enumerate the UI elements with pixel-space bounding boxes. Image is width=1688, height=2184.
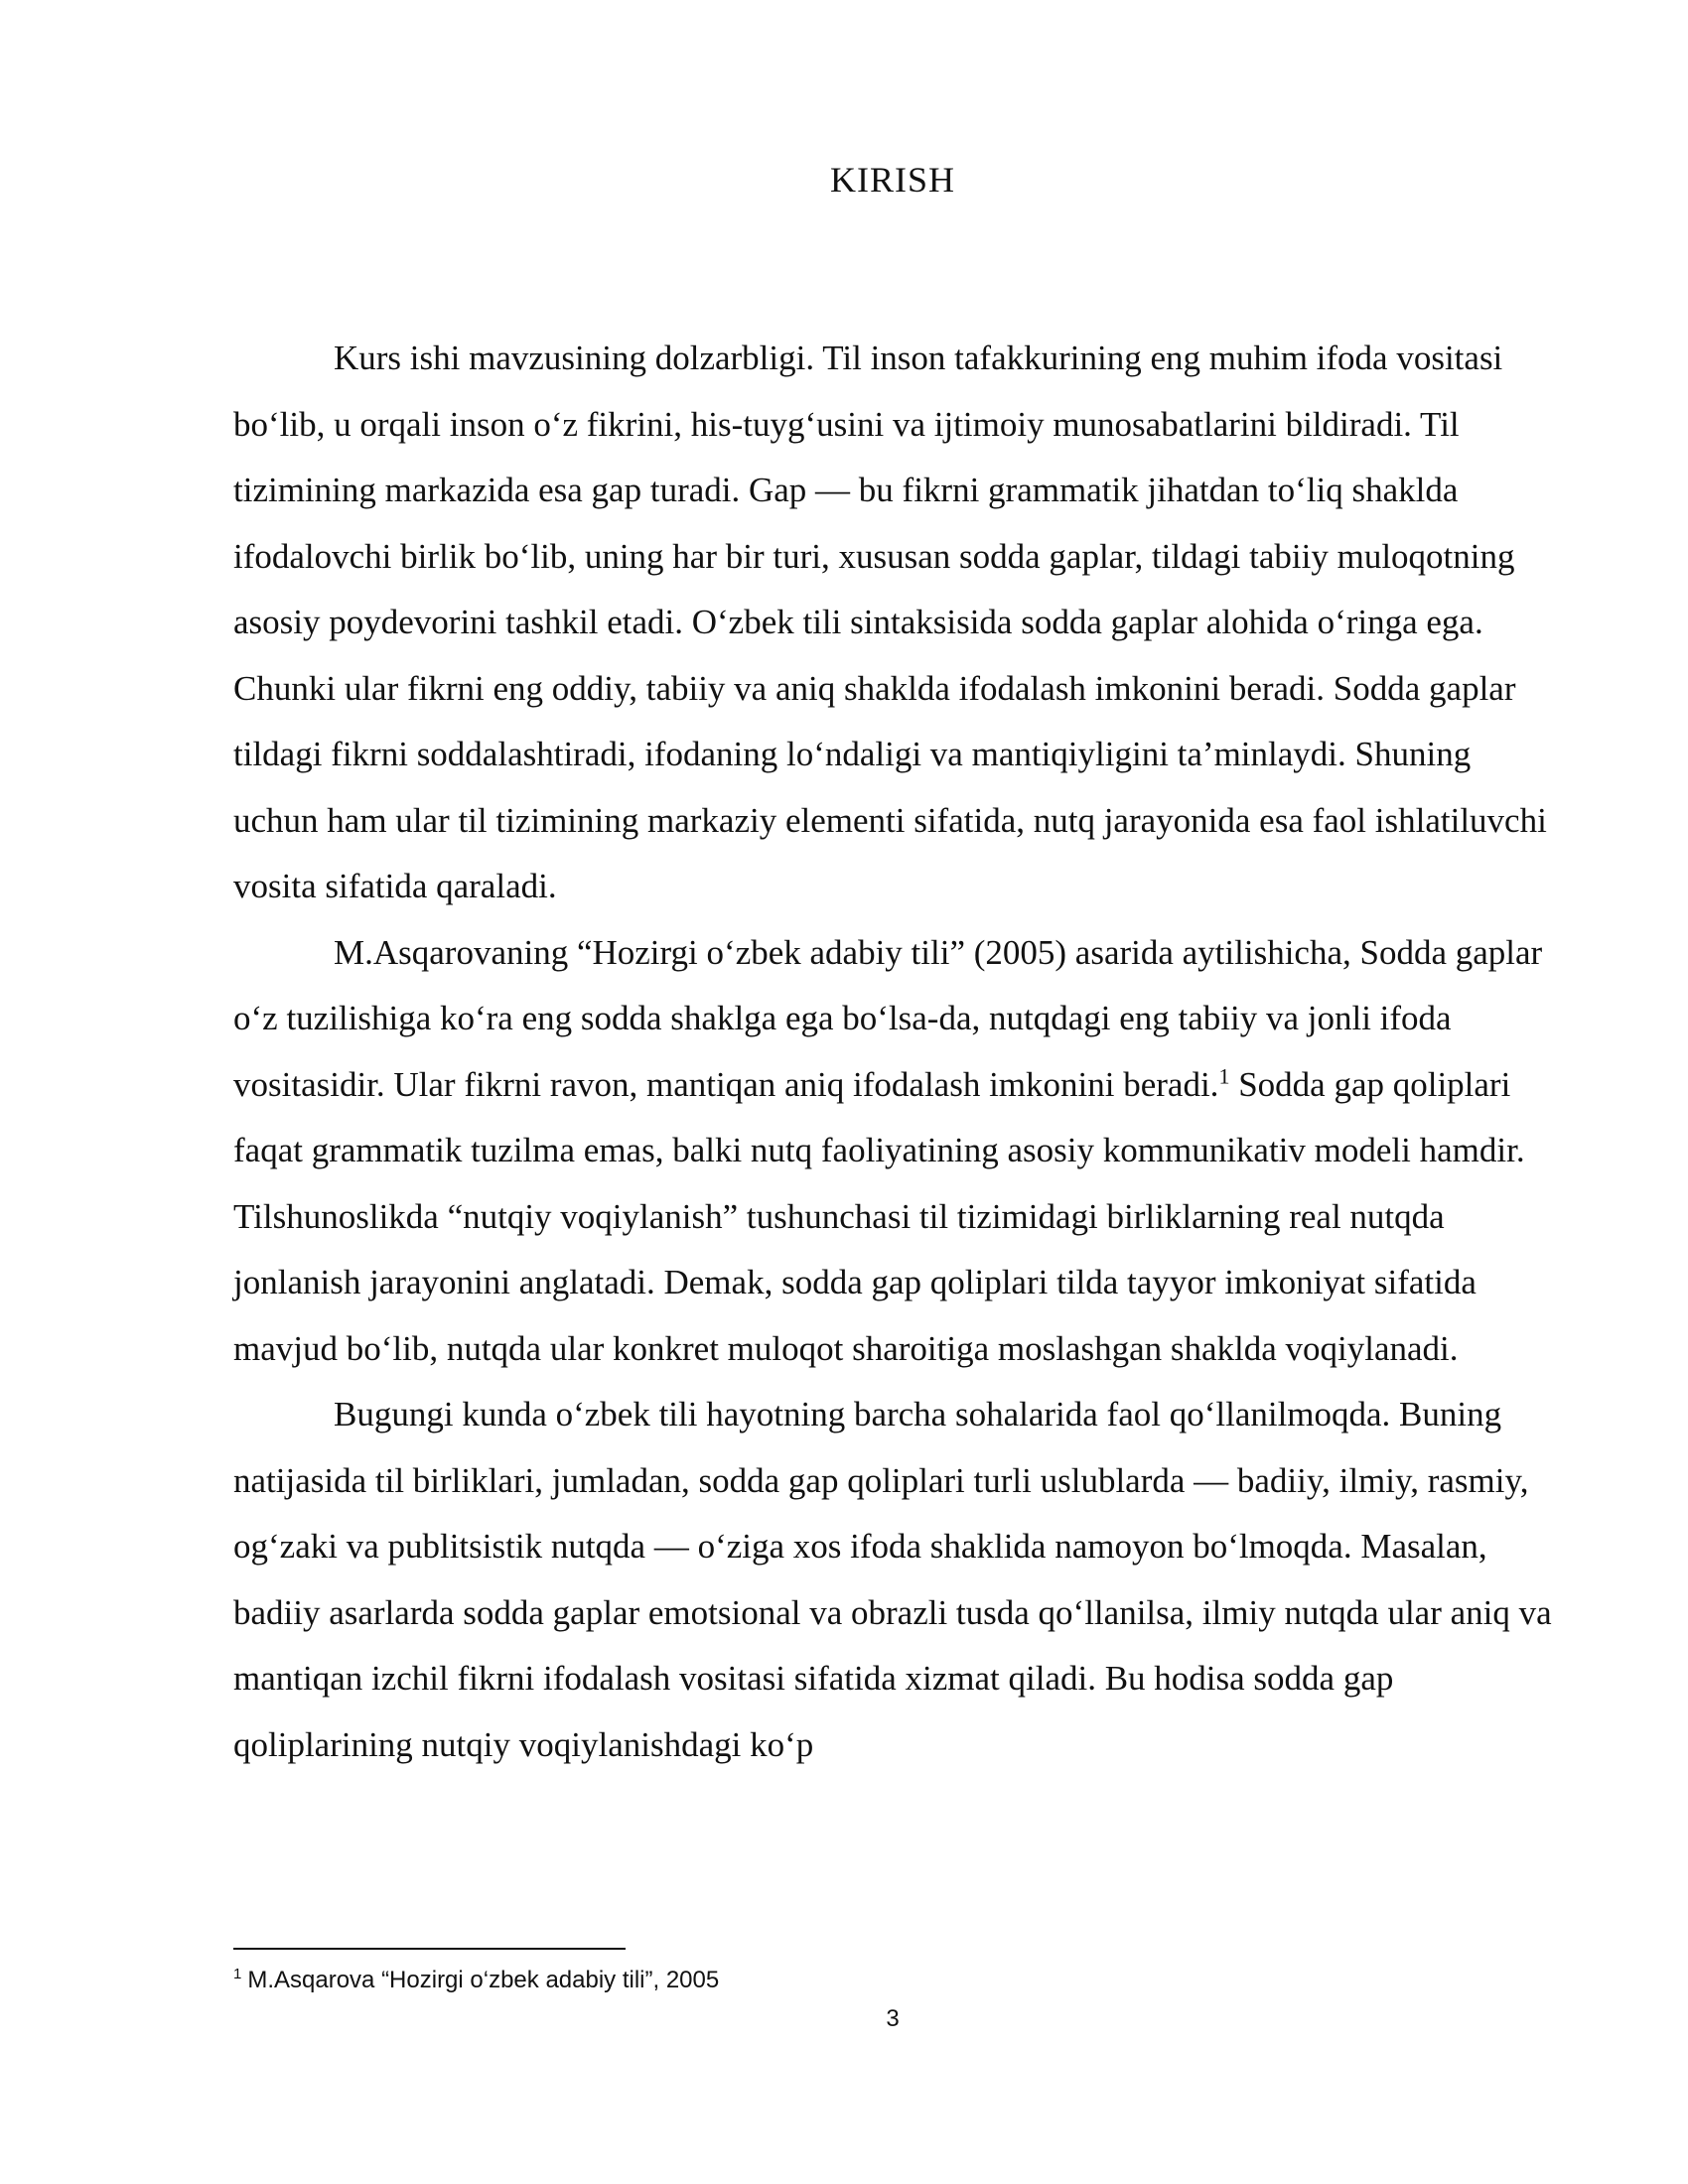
paragraph-text: Sodda gap qoliplari faqat grammatik tuzilma emas, balki nutq faoliyatining asosiy kommunikativ modeli hamdir. Tilshunoslikda “nutqiy voqiylanish” tushunchasi til tizimidagi birliklarning real nutqda jonlanish jarayonini anglatadi. Demak, sodda gap qoliplari tilda tayyor imkoniyat sifatida mavjud bo‘lib, nutqda ular konkret muloqot sharoitiga moslashgan shaklda voqiylanadi. <box>233 1064 1525 1368</box>
paragraph-usage: Bugungi kunda o‘zbek tili hayotning barcha sohalarida faol qo‘llanilmoqda. Buning natijasida til birliklari, jumladan, sodda gap qoliplari turli uslublarda — badiiy, ilmiy, rasmiy, og‘zaki va publitsistik nutqda — o‘ziga xos ifoda shaklida namoyon bo‘lmoqda. Masalan, badiiy asarlarda sodda gaplar emotsional va obrazli tusda qo‘llanilsa, ilmiy nutqda ular aniq va mantiqan izchil fikrni ifodalash vositasi sifatida xizmat qiladi. Bu hodisa sodda gap qoliplarining nutqiy voqiylanishdagi ko‘p <box>233 1395 1552 1764</box>
paragraph-relevance: Kurs ishi mavzusining dolzarbligi. Til inson tafakkurining eng muhim ifoda vositasi bo‘lib, u orqali inson o‘z fikrini, his-tuyg‘usini va ijtimoiy munosabatlarini bildiradi. Til tizimining markazida esa gap turadi. Gap — bu fikrni grammatik jihatdan to‘liq shaklda ifodalovchi birlik bo‘lib, uning har bir turi, xususan sodda gaplar, tildagi tabiiy muloqotning asosiy poydevorini tashkil etadi. O‘zbek tili sintaksisida sodda gaplar alohida o‘ringa ega. Chunki ular fikrni eng oddiy, tabiiy va aniq shaklda ifodalash imkonini beradi. Sodda gaplar tildagi fikrni soddalashtiradi, ifodaning lo‘ndaligi va mantiqiyligini ta’minlaydi. Shuning uchun ham ular til tizimining markaziy elementi sifatida, nutq jarayonida esa faol ishlatiluvchi vosita sifatida qaraladi. <box>233 339 1547 905</box>
page-title: KIRISH <box>829 160 955 200</box>
footnote-text: M.Asqarova “Hozirgi o‘zbek adabiy tili”, 2005 <box>247 1967 720 1993</box>
footnote-reference[interactable]: 1 <box>1218 1062 1230 1088</box>
body-text <box>233 326 1552 1778</box>
footnote-mark: 1 <box>233 1966 242 1982</box>
footnote-divider <box>233 1948 626 1950</box>
footnote <box>233 1966 719 1995</box>
paragraph-text: M.Asqarovaning “Hozirgi o‘zbek adabiy tili” (2005) asarida aytilishicha, Sodda gaplar o‘z tuzilishiga ko‘ra eng sodda shaklga ega bo‘lsa-da, nutqdagi eng tabiiy va jonli ifoda vositasidir. Ular fikrni ravon, mantiqan aniq ifodalash imkonini beradi. <box>233 932 1543 1104</box>
paragraph-asqarova <box>233 920 1552 1383</box>
page-number: 3 <box>886 2005 900 2032</box>
